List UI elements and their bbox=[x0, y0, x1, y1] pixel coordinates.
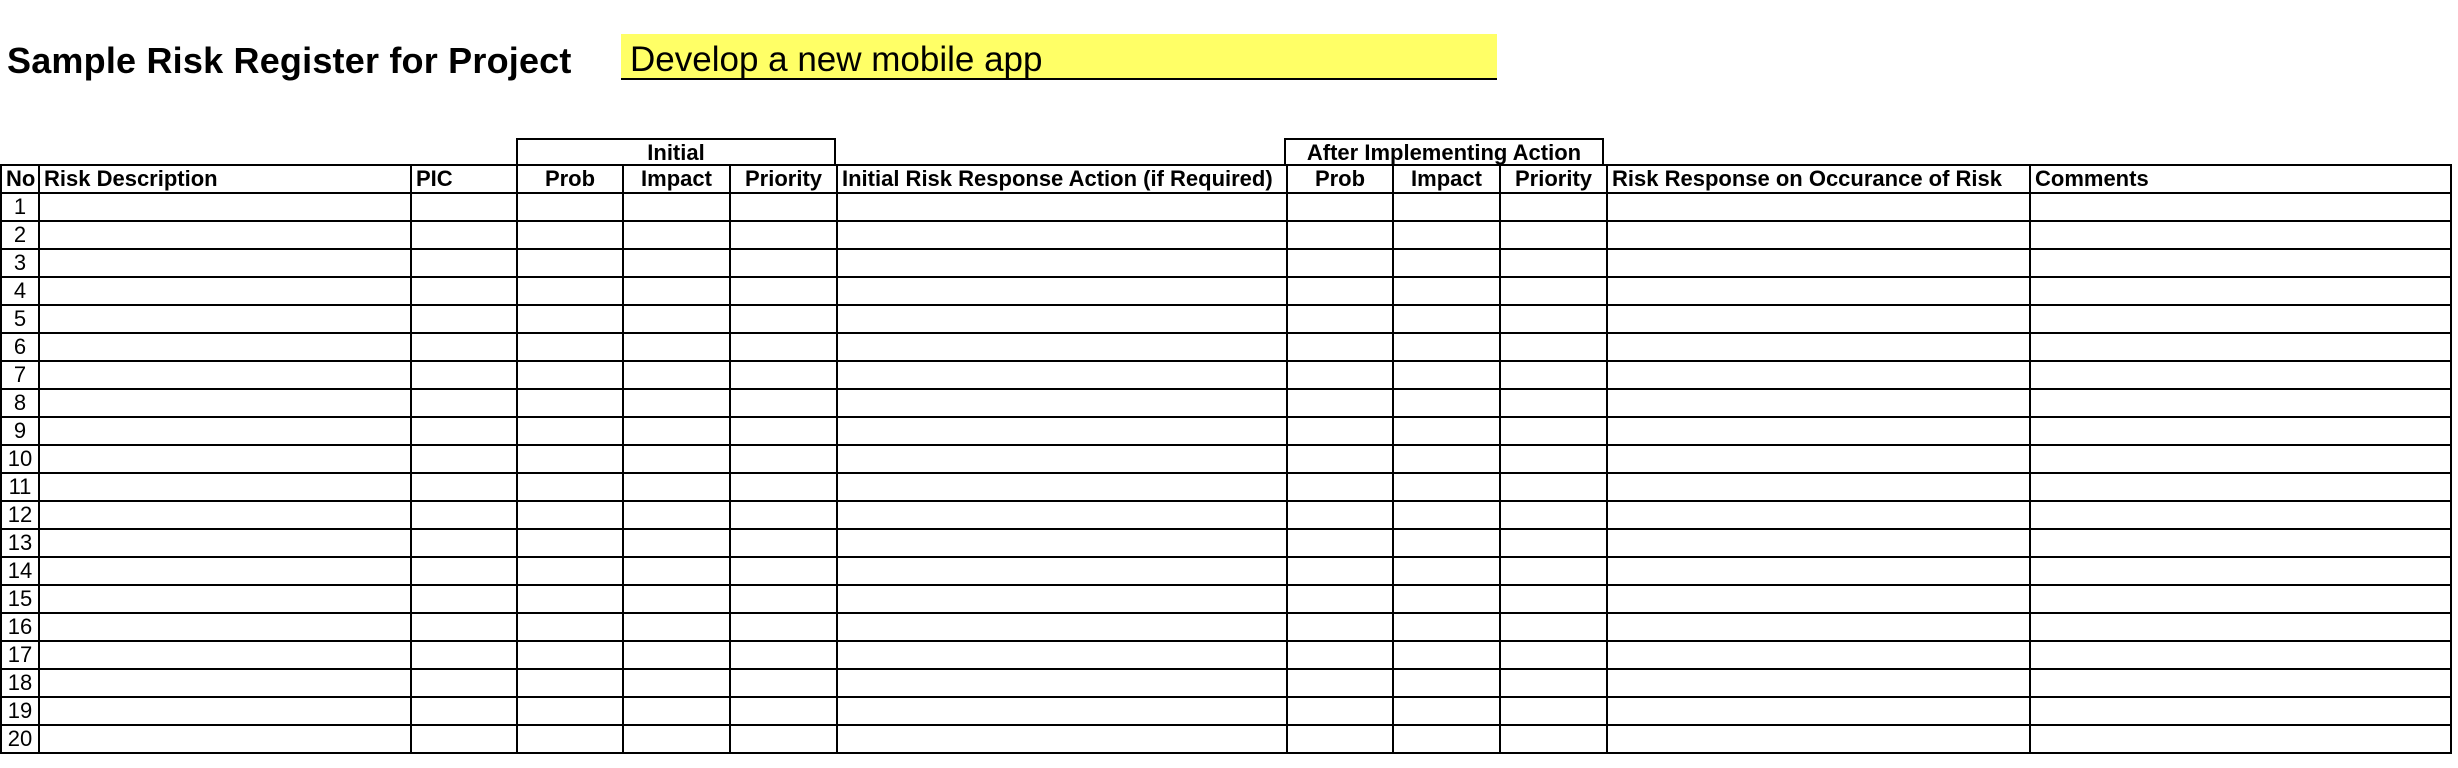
after-impact-cell[interactable] bbox=[1393, 697, 1500, 725]
comments-cell[interactable] bbox=[2030, 557, 2451, 585]
table-row bbox=[1, 669, 2451, 697]
row-number-cell: 1 bbox=[1, 193, 39, 221]
after-action-group-header: After Implementing Action bbox=[1284, 138, 1604, 165]
risk-description-cell[interactable] bbox=[39, 389, 411, 417]
after-priority-cell[interactable] bbox=[1500, 473, 1607, 501]
row-number-cell: 8 bbox=[1, 389, 39, 417]
after-impact-cell[interactable] bbox=[1393, 221, 1500, 249]
initial-prob-cell[interactable] bbox=[517, 669, 623, 697]
risk-response-occurrence-cell[interactable] bbox=[1607, 389, 2030, 417]
column-header-after-priority: Priority bbox=[1500, 165, 1607, 193]
after-prob-cell[interactable] bbox=[1287, 389, 1393, 417]
initial-priority-cell[interactable] bbox=[730, 305, 837, 333]
initial-impact-cell[interactable] bbox=[623, 725, 730, 753]
pic-cell[interactable] bbox=[411, 725, 517, 753]
pic-cell[interactable] bbox=[411, 613, 517, 641]
after-priority-cell[interactable] bbox=[1500, 389, 1607, 417]
risk-description-cell[interactable] bbox=[39, 557, 411, 585]
initial-prob-cell[interactable] bbox=[517, 557, 623, 585]
risk-response-occurrence-cell[interactable] bbox=[1607, 221, 2030, 249]
risk-response-occurrence-cell[interactable] bbox=[1607, 669, 2030, 697]
risk-description-cell[interactable] bbox=[39, 193, 411, 221]
table-row bbox=[1, 725, 2451, 753]
column-header-initial-impact: Impact bbox=[623, 165, 730, 193]
after-impact-cell[interactable] bbox=[1393, 361, 1500, 389]
comments-cell[interactable] bbox=[2030, 641, 2451, 669]
initial-response-action-cell[interactable] bbox=[837, 333, 1287, 361]
after-impact-cell[interactable] bbox=[1393, 585, 1500, 613]
table-row bbox=[1, 557, 2451, 585]
initial-response-action-cell[interactable] bbox=[837, 277, 1287, 305]
after-impact-cell[interactable] bbox=[1393, 333, 1500, 361]
after-prob-cell[interactable] bbox=[1287, 473, 1393, 501]
after-priority-cell[interactable] bbox=[1500, 417, 1607, 445]
risk-response-occurrence-cell[interactable] bbox=[1607, 585, 2030, 613]
initial-impact-cell[interactable] bbox=[623, 361, 730, 389]
risk-description-cell[interactable] bbox=[39, 333, 411, 361]
after-priority-cell[interactable] bbox=[1500, 585, 1607, 613]
initial-impact-cell[interactable] bbox=[623, 277, 730, 305]
table-row bbox=[1, 333, 2451, 361]
table-row bbox=[1, 445, 2451, 473]
risk-response-occurrence-cell[interactable] bbox=[1607, 529, 2030, 557]
initial-response-action-cell[interactable] bbox=[837, 529, 1287, 557]
initial-prob-cell[interactable] bbox=[517, 193, 623, 221]
initial-response-action-cell[interactable] bbox=[837, 445, 1287, 473]
after-priority-cell[interactable] bbox=[1500, 221, 1607, 249]
risk-response-occurrence-cell[interactable] bbox=[1607, 501, 2030, 529]
after-prob-cell[interactable] bbox=[1287, 221, 1393, 249]
after-prob-cell[interactable] bbox=[1287, 305, 1393, 333]
initial-impact-cell[interactable] bbox=[623, 445, 730, 473]
initial-priority-cell[interactable] bbox=[730, 501, 837, 529]
row-number-cell: 7 bbox=[1, 361, 39, 389]
after-priority-cell[interactable] bbox=[1500, 501, 1607, 529]
table-row bbox=[1, 585, 2451, 613]
after-prob-cell[interactable] bbox=[1287, 725, 1393, 753]
after-impact-cell[interactable] bbox=[1393, 249, 1500, 277]
pic-cell[interactable] bbox=[411, 557, 517, 585]
after-priority-cell[interactable] bbox=[1500, 193, 1607, 221]
comments-cell[interactable] bbox=[2030, 221, 2451, 249]
risk-description-cell[interactable] bbox=[39, 445, 411, 473]
pic-cell[interactable] bbox=[411, 389, 517, 417]
after-prob-cell[interactable] bbox=[1287, 249, 1393, 277]
risk-description-cell[interactable] bbox=[39, 221, 411, 249]
table-row bbox=[1, 389, 2451, 417]
initial-response-action-cell[interactable] bbox=[837, 669, 1287, 697]
comments-cell[interactable] bbox=[2030, 277, 2451, 305]
initial-prob-cell[interactable] bbox=[517, 389, 623, 417]
after-prob-cell[interactable] bbox=[1287, 333, 1393, 361]
after-prob-cell[interactable] bbox=[1287, 361, 1393, 389]
column-header-initial-prob: Prob bbox=[517, 165, 623, 193]
risk-response-occurrence-cell[interactable] bbox=[1607, 445, 2030, 473]
table-row bbox=[1, 277, 2451, 305]
risk-description-cell[interactable] bbox=[39, 641, 411, 669]
comments-cell[interactable] bbox=[2030, 725, 2451, 753]
risk-response-occurrence-cell[interactable] bbox=[1607, 473, 2030, 501]
initial-impact-cell[interactable] bbox=[623, 641, 730, 669]
column-header-row bbox=[1, 165, 2451, 193]
risk-description-cell[interactable] bbox=[39, 361, 411, 389]
column-header-initial-response-action: Initial Risk Response Action (if Required) bbox=[837, 165, 1287, 193]
initial-response-action-cell[interactable] bbox=[837, 221, 1287, 249]
initial-priority-cell[interactable] bbox=[730, 613, 837, 641]
initial-priority-cell[interactable] bbox=[730, 249, 837, 277]
after-prob-cell[interactable] bbox=[1287, 501, 1393, 529]
row-number-cell: 4 bbox=[1, 277, 39, 305]
risk-response-occurrence-cell[interactable] bbox=[1607, 613, 2030, 641]
initial-impact-cell[interactable] bbox=[623, 473, 730, 501]
initial-response-action-cell[interactable] bbox=[837, 249, 1287, 277]
initial-impact-cell[interactable] bbox=[623, 557, 730, 585]
page-title: Sample Risk Register for Project bbox=[7, 40, 572, 81]
initial-prob-cell[interactable] bbox=[517, 641, 623, 669]
comments-cell[interactable] bbox=[2030, 585, 2451, 613]
risk-description-cell[interactable] bbox=[39, 529, 411, 557]
row-number-cell: 2 bbox=[1, 221, 39, 249]
row-number-cell: 20 bbox=[1, 725, 39, 753]
initial-prob-cell[interactable] bbox=[517, 221, 623, 249]
initial-response-action-cell[interactable] bbox=[837, 613, 1287, 641]
initial-impact-cell[interactable] bbox=[623, 193, 730, 221]
comments-cell[interactable] bbox=[2030, 529, 2451, 557]
risk-response-occurrence-cell[interactable] bbox=[1607, 305, 2030, 333]
risk-description-cell[interactable] bbox=[39, 585, 411, 613]
risk-response-occurrence-cell[interactable] bbox=[1607, 697, 2030, 725]
after-impact-cell[interactable] bbox=[1393, 669, 1500, 697]
table-row bbox=[1, 613, 2451, 641]
pic-cell[interactable] bbox=[411, 221, 517, 249]
risk-description-cell[interactable] bbox=[39, 613, 411, 641]
comments-cell[interactable] bbox=[2030, 669, 2451, 697]
table-row bbox=[1, 193, 2451, 221]
after-prob-cell[interactable] bbox=[1287, 641, 1393, 669]
pic-cell[interactable] bbox=[411, 249, 517, 277]
comments-cell[interactable] bbox=[2030, 249, 2451, 277]
table-row bbox=[1, 501, 2451, 529]
risk-description-cell[interactable] bbox=[39, 249, 411, 277]
initial-prob-cell[interactable] bbox=[517, 417, 623, 445]
initial-prob-cell[interactable] bbox=[517, 445, 623, 473]
comments-cell[interactable] bbox=[2030, 501, 2451, 529]
risk-description-cell[interactable] bbox=[39, 697, 411, 725]
pic-cell[interactable] bbox=[411, 193, 517, 221]
initial-impact-cell[interactable] bbox=[623, 333, 730, 361]
after-impact-cell[interactable] bbox=[1393, 193, 1500, 221]
risk-description-cell[interactable] bbox=[39, 277, 411, 305]
comments-cell[interactable] bbox=[2030, 193, 2451, 221]
initial-priority-cell[interactable] bbox=[730, 557, 837, 585]
comments-cell[interactable] bbox=[2030, 613, 2451, 641]
pic-cell[interactable] bbox=[411, 641, 517, 669]
risk-response-occurrence-cell[interactable] bbox=[1607, 333, 2030, 361]
initial-impact-cell[interactable] bbox=[623, 221, 730, 249]
risk-register-table bbox=[0, 164, 2452, 754]
initial-response-action-cell[interactable] bbox=[837, 557, 1287, 585]
comments-cell[interactable] bbox=[2030, 361, 2451, 389]
column-header-after-impact: Impact bbox=[1393, 165, 1500, 193]
row-number-cell: 18 bbox=[1, 669, 39, 697]
initial-priority-cell[interactable] bbox=[730, 641, 837, 669]
row-number-cell: 10 bbox=[1, 445, 39, 473]
column-header-after-prob: Prob bbox=[1287, 165, 1393, 193]
initial-impact-cell[interactable] bbox=[623, 501, 730, 529]
risk-response-occurrence-cell[interactable] bbox=[1607, 725, 2030, 753]
after-priority-cell[interactable] bbox=[1500, 613, 1607, 641]
initial-prob-cell[interactable] bbox=[517, 361, 623, 389]
initial-response-action-cell[interactable] bbox=[837, 501, 1287, 529]
after-impact-cell[interactable] bbox=[1393, 473, 1500, 501]
pic-cell[interactable] bbox=[411, 585, 517, 613]
after-impact-cell[interactable] bbox=[1393, 389, 1500, 417]
after-prob-cell[interactable] bbox=[1287, 697, 1393, 725]
initial-priority-cell[interactable] bbox=[730, 361, 837, 389]
after-impact-cell[interactable] bbox=[1393, 501, 1500, 529]
risk-description-cell[interactable] bbox=[39, 305, 411, 333]
initial-priority-cell[interactable] bbox=[730, 473, 837, 501]
comments-cell[interactable] bbox=[2030, 333, 2451, 361]
comments-cell[interactable] bbox=[2030, 417, 2451, 445]
row-number-cell: 14 bbox=[1, 557, 39, 585]
initial-prob-cell[interactable] bbox=[517, 613, 623, 641]
table-row bbox=[1, 529, 2451, 557]
initial-prob-cell[interactable] bbox=[517, 333, 623, 361]
initial-impact-cell[interactable] bbox=[623, 669, 730, 697]
table-row bbox=[1, 305, 2451, 333]
comments-cell[interactable] bbox=[2030, 697, 2451, 725]
after-prob-cell[interactable] bbox=[1287, 193, 1393, 221]
pic-cell[interactable] bbox=[411, 529, 517, 557]
initial-prob-cell[interactable] bbox=[517, 277, 623, 305]
after-prob-cell[interactable] bbox=[1287, 557, 1393, 585]
initial-priority-cell[interactable] bbox=[730, 277, 837, 305]
risk-description-cell[interactable] bbox=[39, 473, 411, 501]
comments-cell[interactable] bbox=[2030, 389, 2451, 417]
initial-group-header: Initial bbox=[516, 138, 836, 165]
initial-impact-cell[interactable] bbox=[623, 613, 730, 641]
after-priority-cell[interactable] bbox=[1500, 277, 1607, 305]
after-prob-cell[interactable] bbox=[1287, 613, 1393, 641]
table-row bbox=[1, 697, 2451, 725]
after-priority-cell[interactable] bbox=[1500, 725, 1607, 753]
initial-prob-cell[interactable] bbox=[517, 473, 623, 501]
row-number-cell: 15 bbox=[1, 585, 39, 613]
initial-impact-cell[interactable] bbox=[623, 529, 730, 557]
initial-impact-cell[interactable] bbox=[623, 417, 730, 445]
after-impact-cell[interactable] bbox=[1393, 445, 1500, 473]
column-header-no: No bbox=[1, 165, 39, 193]
after-impact-cell[interactable] bbox=[1393, 613, 1500, 641]
after-priority-cell[interactable] bbox=[1500, 669, 1607, 697]
after-impact-cell[interactable] bbox=[1393, 641, 1500, 669]
after-impact-cell[interactable] bbox=[1393, 305, 1500, 333]
risk-description-cell[interactable] bbox=[39, 669, 411, 697]
row-number-cell: 13 bbox=[1, 529, 39, 557]
initial-prob-cell[interactable] bbox=[517, 501, 623, 529]
row-number-cell: 9 bbox=[1, 417, 39, 445]
initial-impact-cell[interactable] bbox=[623, 697, 730, 725]
table-row bbox=[1, 361, 2451, 389]
initial-priority-cell[interactable] bbox=[730, 529, 837, 557]
table-row bbox=[1, 249, 2451, 277]
pic-cell[interactable] bbox=[411, 417, 517, 445]
pic-cell[interactable] bbox=[411, 333, 517, 361]
initial-priority-cell[interactable] bbox=[730, 333, 837, 361]
initial-priority-cell[interactable] bbox=[730, 585, 837, 613]
after-impact-cell[interactable] bbox=[1393, 557, 1500, 585]
table-row bbox=[1, 473, 2451, 501]
after-priority-cell[interactable] bbox=[1500, 333, 1607, 361]
pic-cell[interactable] bbox=[411, 277, 517, 305]
column-header-risk-response-occurrence: Risk Response on Occurance of Risk bbox=[1607, 165, 2030, 193]
risk-description-cell[interactable] bbox=[39, 501, 411, 529]
initial-priority-cell[interactable] bbox=[730, 193, 837, 221]
initial-impact-cell[interactable] bbox=[623, 389, 730, 417]
comments-cell[interactable] bbox=[2030, 305, 2451, 333]
after-impact-cell[interactable] bbox=[1393, 725, 1500, 753]
initial-response-action-cell[interactable] bbox=[837, 697, 1287, 725]
after-prob-cell[interactable] bbox=[1287, 417, 1393, 445]
after-priority-cell[interactable] bbox=[1500, 445, 1607, 473]
row-number-cell: 6 bbox=[1, 333, 39, 361]
initial-response-action-cell[interactable] bbox=[837, 389, 1287, 417]
row-number-cell: 11 bbox=[1, 473, 39, 501]
comments-cell[interactable] bbox=[2030, 473, 2451, 501]
column-header-comments: Comments bbox=[2030, 165, 2451, 193]
pic-cell[interactable] bbox=[411, 697, 517, 725]
project-name-text: Develop a new mobile app bbox=[630, 40, 1043, 79]
initial-response-action-cell[interactable] bbox=[837, 473, 1287, 501]
pic-cell[interactable] bbox=[411, 361, 517, 389]
after-prob-cell[interactable] bbox=[1287, 585, 1393, 613]
after-priority-cell[interactable] bbox=[1500, 305, 1607, 333]
after-priority-cell[interactable] bbox=[1500, 249, 1607, 277]
initial-prob-cell[interactable] bbox=[517, 585, 623, 613]
risk-description-cell[interactable] bbox=[39, 417, 411, 445]
risk-response-occurrence-cell[interactable] bbox=[1607, 417, 2030, 445]
initial-response-action-cell[interactable] bbox=[837, 417, 1287, 445]
after-prob-cell[interactable] bbox=[1287, 529, 1393, 557]
initial-prob-cell[interactable] bbox=[517, 249, 623, 277]
column-header-initial-priority: Priority bbox=[730, 165, 837, 193]
initial-priority-cell[interactable] bbox=[730, 221, 837, 249]
initial-priority-cell[interactable] bbox=[730, 389, 837, 417]
initial-response-action-cell[interactable] bbox=[837, 641, 1287, 669]
column-header-risk-description: Risk Description bbox=[39, 165, 411, 193]
after-priority-cell[interactable] bbox=[1500, 697, 1607, 725]
after-prob-cell[interactable] bbox=[1287, 277, 1393, 305]
row-number-cell: 17 bbox=[1, 641, 39, 669]
after-priority-cell[interactable] bbox=[1500, 557, 1607, 585]
pic-cell[interactable] bbox=[411, 501, 517, 529]
row-number-cell: 5 bbox=[1, 305, 39, 333]
risk-response-occurrence-cell[interactable] bbox=[1607, 277, 2030, 305]
initial-priority-cell[interactable] bbox=[730, 669, 837, 697]
table-row bbox=[1, 221, 2451, 249]
comments-cell[interactable] bbox=[2030, 445, 2451, 473]
initial-response-action-cell[interactable] bbox=[837, 725, 1287, 753]
column-header-pic: PIC bbox=[411, 165, 517, 193]
initial-priority-cell[interactable] bbox=[730, 445, 837, 473]
risk-response-occurrence-cell[interactable] bbox=[1607, 361, 2030, 389]
after-prob-cell[interactable] bbox=[1287, 445, 1393, 473]
row-number-cell: 16 bbox=[1, 613, 39, 641]
risk-response-occurrence-cell[interactable] bbox=[1607, 249, 2030, 277]
risk-description-cell[interactable] bbox=[39, 725, 411, 753]
initial-priority-cell[interactable] bbox=[730, 417, 837, 445]
project-name-field[interactable] bbox=[621, 34, 1497, 80]
pic-cell[interactable] bbox=[411, 669, 517, 697]
table-row bbox=[1, 641, 2451, 669]
table-row bbox=[1, 417, 2451, 445]
initial-response-action-cell[interactable] bbox=[837, 585, 1287, 613]
initial-response-action-cell[interactable] bbox=[837, 305, 1287, 333]
initial-prob-cell[interactable] bbox=[517, 725, 623, 753]
initial-response-action-cell[interactable] bbox=[837, 193, 1287, 221]
after-priority-cell[interactable] bbox=[1500, 361, 1607, 389]
risk-response-occurrence-cell[interactable] bbox=[1607, 557, 2030, 585]
row-number-cell: 19 bbox=[1, 697, 39, 725]
after-impact-cell[interactable] bbox=[1393, 529, 1500, 557]
initial-response-action-cell[interactable] bbox=[837, 361, 1287, 389]
initial-priority-cell[interactable] bbox=[730, 697, 837, 725]
after-impact-cell[interactable] bbox=[1393, 277, 1500, 305]
pic-cell[interactable] bbox=[411, 305, 517, 333]
row-number-cell: 3 bbox=[1, 249, 39, 277]
row-number-cell: 12 bbox=[1, 501, 39, 529]
after-priority-cell[interactable] bbox=[1500, 529, 1607, 557]
after-impact-cell[interactable] bbox=[1393, 417, 1500, 445]
initial-prob-cell[interactable] bbox=[517, 305, 623, 333]
initial-impact-cell[interactable] bbox=[623, 585, 730, 613]
risk-response-occurrence-cell[interactable] bbox=[1607, 641, 2030, 669]
initial-impact-cell[interactable] bbox=[623, 249, 730, 277]
after-prob-cell[interactable] bbox=[1287, 669, 1393, 697]
initial-priority-cell[interactable] bbox=[730, 725, 837, 753]
after-priority-cell[interactable] bbox=[1500, 641, 1607, 669]
initial-impact-cell[interactable] bbox=[623, 305, 730, 333]
pic-cell[interactable] bbox=[411, 445, 517, 473]
risk-response-occurrence-cell[interactable] bbox=[1607, 193, 2030, 221]
initial-prob-cell[interactable] bbox=[517, 529, 623, 557]
initial-prob-cell[interactable] bbox=[517, 697, 623, 725]
pic-cell[interactable] bbox=[411, 473, 517, 501]
